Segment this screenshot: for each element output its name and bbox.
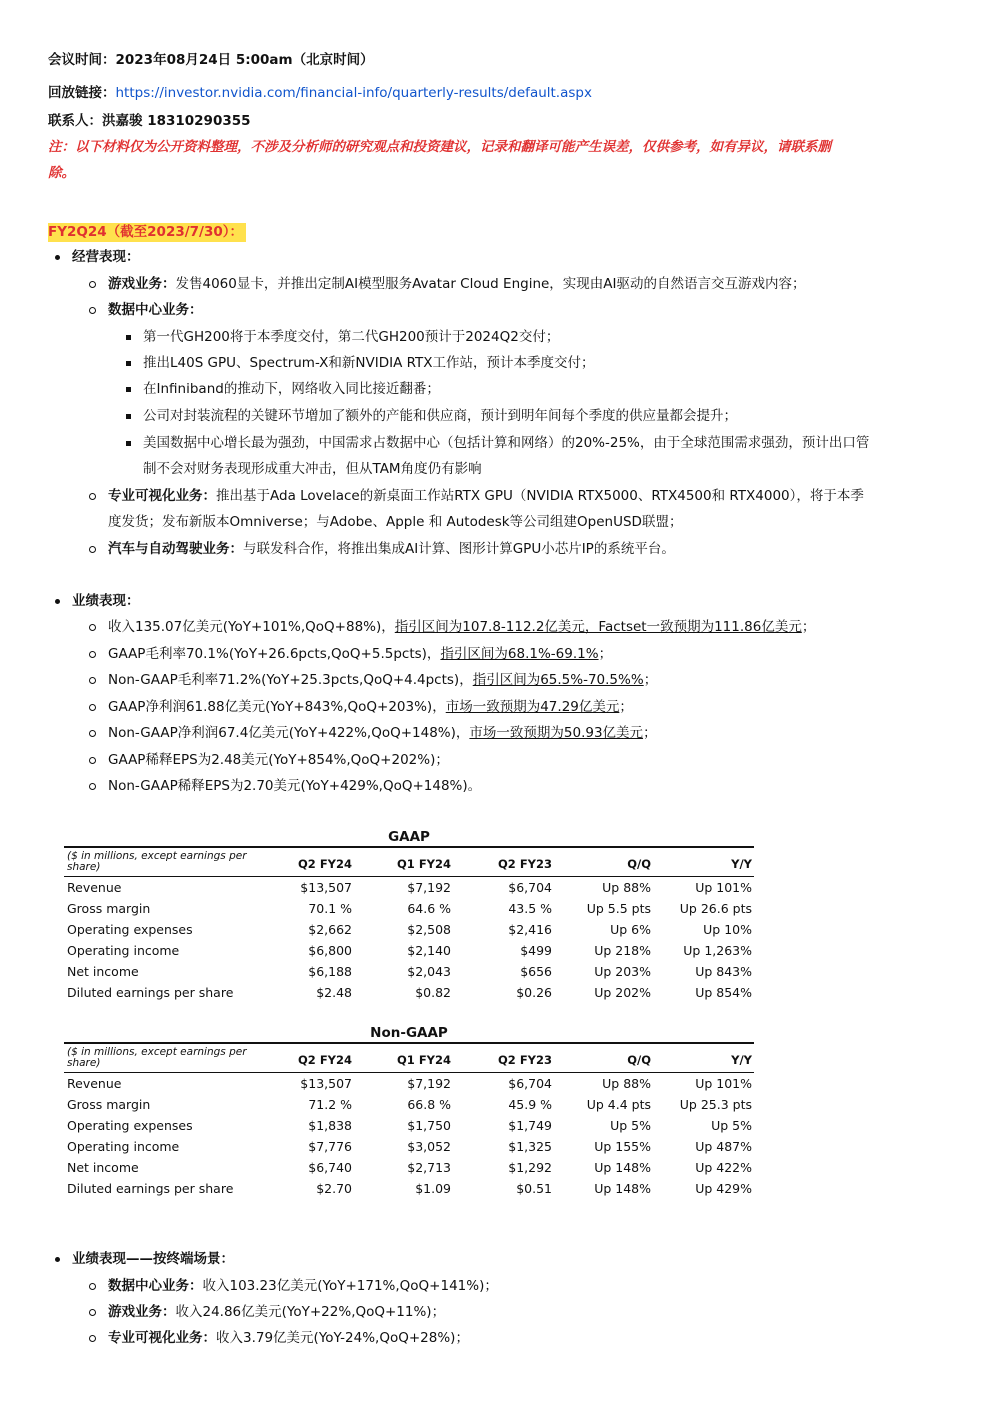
period-title (48, 222, 246, 242)
table-cell: $0.82 (415, 985, 451, 1000)
table-cell: Up 88% (602, 1076, 651, 1091)
table-row (64, 1136, 754, 1157)
table-cell: $7,192 (407, 880, 451, 895)
bullet-icon (89, 704, 96, 711)
bullet-icon (55, 255, 60, 260)
replay-link[interactable]: https://investor.nvidia.com/financial-info/quarterly-results/default.aspx (115, 85, 592, 101)
table-cell: $1,749 (508, 1118, 552, 1133)
table-row (64, 1094, 754, 1115)
table-cell: $2,416 (508, 922, 552, 937)
table-row (64, 1073, 754, 1094)
perf-item: Non-GAAP净利润67.4亿美元(YoY+422%,QoQ+148%)，市场一致预期为50.93亿美元； (108, 723, 657, 743)
dc-item: 美国数据中心增长最为强劲，中国需求占数据中心（包括计算和网络）的20%-25%，由于全球范围需求强劲，预计出口管 (143, 433, 869, 453)
table-cell: $2.70 (316, 1181, 352, 1196)
table-cell: $1,292 (508, 1160, 552, 1175)
gaap-table (64, 828, 754, 1003)
table-cell: 45.9 % (508, 1097, 552, 1112)
table-cell: Up 101% (695, 880, 752, 895)
dc-item: 第一代GH200将于本季度交付，第二代GH200预计于2024Q2交付； (143, 327, 559, 347)
table-cell: Up 5% (610, 1118, 651, 1133)
table-cell: $6,740 (308, 1160, 352, 1175)
row-label: Gross margin (67, 901, 151, 916)
bullet-icon (89, 493, 96, 500)
row-label: Operating income (67, 943, 180, 958)
table-caption: ($ in millions, except earnings per share) (67, 1046, 247, 1069)
table-row (64, 961, 754, 982)
table-cell: Up 148% (594, 1181, 651, 1196)
column-header: Q2 FY23 (498, 857, 552, 871)
table-title: Non-GAAP (64, 1024, 754, 1044)
table-cell: 71.2 % (308, 1097, 352, 1112)
row-label: Operating expenses (67, 1118, 193, 1133)
row-label: Operating income (67, 1139, 180, 1154)
table-cell: $2,140 (407, 943, 451, 958)
dc-item: 推出L40S GPU、Spectrum-X和新NVIDIA RTX工作站，预计本季度交付； (143, 353, 595, 373)
ops-gaming: 游戏业务：发售4060显卡，并推出定制AI模型服务Avatar Cloud Engine，实现由AI驱动的自然语言交互游戏内容； (108, 274, 806, 294)
table-cell: Up 101% (695, 1076, 752, 1091)
perf-item: GAAP毛利率70.1%(YoY+26.6pcts,QoQ+5.5pcts)，指引区间为68.1%-69.1%； (108, 644, 612, 664)
dc-item: 公司对封装流程的关键环节增加了额外的产能和供应商，预计到明年间每个季度的供应量都会提升； (143, 406, 737, 426)
bullet-icon (89, 730, 96, 737)
ops-datacenter: 数据中心业务： (108, 300, 203, 320)
column-header: Q2 FY24 (298, 1053, 352, 1067)
period-title-text: FY2Q24（截至2023/7/30）： (48, 223, 246, 242)
table-cell: Up 10% (703, 922, 752, 937)
segment-item: 数据中心业务：收入103.23亿美元(YoY+171%,QoQ+141%)； (108, 1276, 498, 1296)
segment-item: 专业可视化业务：收入3.79亿美元(YoY-24%,QoQ+28%)； (108, 1328, 469, 1348)
table-cell: Up 202% (594, 985, 651, 1000)
table-cell: $13,507 (300, 880, 352, 895)
dc-item-continuation: 制不会对财务表现形成重大冲击，但从TAM角度仍有影响 (143, 461, 482, 477)
table-row (64, 1178, 754, 1199)
table-row (64, 1115, 754, 1136)
column-header: Q1 FY24 (397, 1053, 451, 1067)
column-header: Y/Y (731, 857, 752, 871)
bullet-icon (89, 281, 96, 288)
bullet-icon (126, 414, 131, 419)
table-cell: $0.51 (516, 1181, 552, 1196)
perf-item: Non-GAAP毛利率71.2%(YoY+25.3pcts,QoQ+4.4pcts)，指引区间为65.5%-70.5%%； (108, 670, 657, 690)
perf-item: GAAP稀释EPS为2.48美元(YoY+854%,QoQ+202%)； (108, 750, 449, 770)
table-cell: Up 487% (695, 1139, 752, 1154)
table-cell: $7,192 (407, 1076, 451, 1091)
column-header: Q2 FY24 (298, 857, 352, 871)
bullet-icon (126, 441, 131, 446)
table-cell: $0.26 (516, 985, 552, 1000)
table-row (64, 940, 754, 961)
bullet-icon (89, 546, 96, 553)
row-label: Net income (67, 1160, 139, 1175)
table-cell: Up 6% (610, 922, 651, 937)
bullet-icon (55, 1257, 60, 1262)
table-cell: Up 5.5 pts (586, 901, 651, 916)
disclaimer-line-1: 注：以下材料仅为公开资料整理，不涉及分析师的研究观点和投资建议，记录和翻译可能产生误差，仅供参考，如有异议，请联系删 (48, 139, 831, 155)
row-label: Operating expenses (67, 922, 193, 937)
table-cell: 70.1 % (308, 901, 352, 916)
ops-pro-vis-continuation: 度发货；发布新版本Omniverse；与Adobe、Apple 和 Autodesk等公司组建OpenUSD联盟； (108, 514, 683, 530)
table-row (64, 1157, 754, 1178)
table-title: GAAP (64, 828, 754, 848)
table-cell: Up 203% (594, 964, 651, 979)
bullet-icon (126, 361, 131, 366)
bullet-icon (89, 1283, 96, 1290)
bullet-icon (126, 335, 131, 340)
table-caption: ($ in millions, except earnings per share) (67, 850, 247, 873)
table-cell: $2,713 (407, 1160, 451, 1175)
table-row (64, 877, 754, 898)
table-cell: $1,750 (407, 1118, 451, 1133)
table-cell: $6,800 (308, 943, 352, 958)
table-cell: 64.6 % (407, 901, 451, 916)
table-cell: Up 25.3 pts (679, 1097, 752, 1112)
bullet-icon (89, 1309, 96, 1316)
table-cell: Up 5% (711, 1118, 752, 1133)
table-cell: Up 843% (695, 964, 752, 979)
table-cell: Up 429% (695, 1181, 752, 1196)
row-label: Revenue (67, 1076, 122, 1091)
perf-item: 收入135.07亿美元(YoY+101%,QoQ+88%)，指引区间为107.8-112.2亿美元，Factset一致预期为111.86亿美元； (108, 617, 815, 637)
table-cell: Up 1,263% (683, 943, 752, 958)
perf-item: Non-GAAP稀释EPS为2.70美元(YoY+429%,QoQ+148%)。 (108, 776, 481, 796)
table-cell: $2.48 (316, 985, 352, 1000)
table-row (64, 982, 754, 1003)
table-cell: $656 (520, 964, 552, 979)
bullet-icon (89, 757, 96, 764)
meeting-time (48, 50, 374, 70)
column-header: Q/Q (627, 1053, 651, 1067)
table-cell: 43.5 % (508, 901, 552, 916)
meeting-time-value: 2023年08月24日 5:00am（北京时间） (115, 52, 374, 68)
table-cell: $7,776 (308, 1139, 352, 1154)
table-row (64, 919, 754, 940)
table-cell: Up 88% (602, 880, 651, 895)
table-cell: $499 (520, 943, 552, 958)
meeting-time-label: 会议时间： (48, 52, 116, 68)
table-cell: Up 26.6 pts (679, 901, 752, 916)
column-header: Q2 FY23 (498, 1053, 552, 1067)
ops-auto: 汽车与自动驾驶业务：与联发科合作，将推出集成AI计算、图形计算GPU小芯片IP的系统平台。 (108, 539, 675, 559)
perf-section-title: 业绩表现： (72, 591, 140, 611)
table-cell: $2,662 (308, 922, 352, 937)
bullet-icon (89, 783, 96, 790)
row-label: Diluted earnings per share (67, 1181, 234, 1196)
row-label: Diluted earnings per share (67, 985, 234, 1000)
table-cell: Up 218% (594, 943, 651, 958)
bullet-icon (89, 651, 96, 658)
perf-item: GAAP净利润61.88亿美元(YoY+843%,QoQ+203%)，市场一致预期为47.29亿美元； (108, 697, 633, 717)
non-gaap-table (64, 1024, 754, 1199)
table-header (64, 1044, 754, 1073)
contact: 联系人：洪嘉骏 18310290355 (48, 113, 251, 129)
table-cell: $6,188 (308, 964, 352, 979)
table-cell: $13,507 (300, 1076, 352, 1091)
table-row (64, 898, 754, 919)
table-cell: 66.8 % (407, 1097, 451, 1112)
bullet-icon (89, 624, 96, 631)
table-cell: $1,325 (508, 1139, 552, 1154)
replay-link-line (48, 83, 592, 103)
bullet-icon (55, 599, 60, 604)
disclaimer-line-2: 除。 (48, 165, 75, 181)
dc-item: 在Infiniband的推动下，网络收入同比接近翻番； (143, 379, 440, 399)
column-header: Y/Y (731, 1053, 752, 1067)
table-cell: $2,043 (407, 964, 451, 979)
bullet-icon (89, 1335, 96, 1342)
table-cell: $6,704 (508, 1076, 552, 1091)
table-cell: Up 422% (695, 1160, 752, 1175)
table-cell: $1,838 (308, 1118, 352, 1133)
column-header: Q/Q (627, 857, 651, 871)
column-header: Q1 FY24 (397, 857, 451, 871)
table-cell: $3,052 (407, 1139, 451, 1154)
row-label: Net income (67, 964, 139, 979)
table-cell: Up 854% (695, 985, 752, 1000)
bullet-icon (89, 307, 96, 314)
table-cell: $2,508 (407, 922, 451, 937)
replay-link-label: 回放链接： (48, 85, 116, 101)
table-header (64, 848, 754, 877)
table-cell: $1.09 (415, 1181, 451, 1196)
ops-section-title: 经营表现： (72, 247, 140, 267)
ops-pro-vis: 专业可视化业务：推出基于Ada Lovelace的新桌面工作站RTX GPU（NVIDIA RTX5000、RTX4500和 RTX4000），将于本季 (108, 486, 864, 506)
table-cell: $6,704 (508, 880, 552, 895)
table-cell: Up 148% (594, 1160, 651, 1175)
segments-section-title: 业绩表现——按终端场景： (72, 1249, 234, 1269)
segment-item: 游戏业务：收入24.86亿美元(YoY+22%,QoQ+11%)； (108, 1302, 445, 1322)
table-cell: Up 155% (594, 1139, 651, 1154)
table-cell: Up 4.4 pts (586, 1097, 651, 1112)
bullet-icon (126, 387, 131, 392)
row-label: Revenue (67, 880, 122, 895)
row-label: Gross margin (67, 1097, 151, 1112)
bullet-icon (89, 677, 96, 684)
